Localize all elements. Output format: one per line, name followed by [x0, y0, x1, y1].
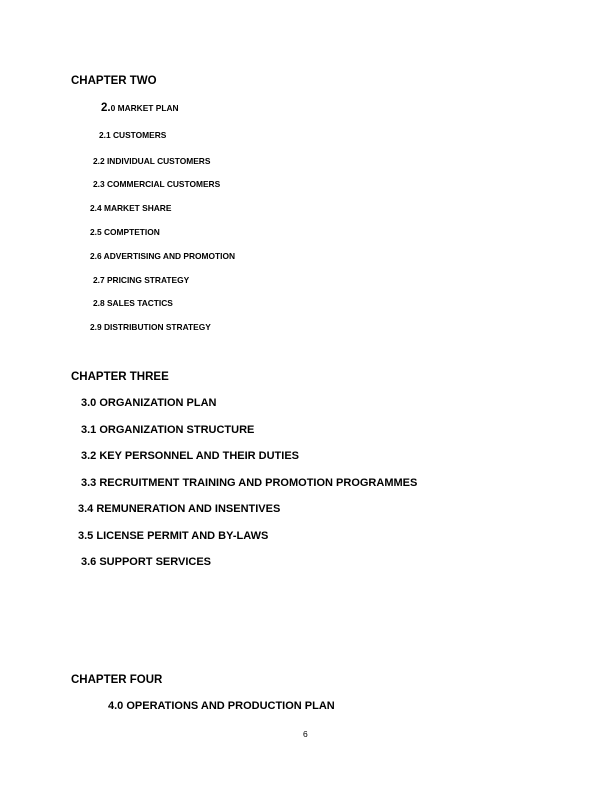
chapter-three-heading: CHAPTER THREE [71, 371, 169, 383]
toc-entry-2-3: 2.3 COMMERCIAL CUSTOMERS [93, 179, 221, 189]
toc-entry-3-6: 3.6 SUPPORT SERVICES [81, 556, 212, 568]
toc-entry-3-0: 3.0 ORGANIZATION PLAN [81, 397, 217, 409]
toc-entry-3-5: 3.5 LICENSE PERMIT AND BY-LAWS [78, 530, 269, 542]
chapter-two-heading: CHAPTER TWO [71, 75, 157, 87]
toc-entry-2-7: 2.7 PRICING STRATEGY [93, 275, 190, 285]
toc-entry-number: 2. [101, 102, 111, 114]
toc-entry-3-2: 3.2 KEY PERSONNEL AND THEIR DUTIES [81, 450, 300, 462]
toc-entry-2-2: 2.2 INDIVIDUAL CUSTOMERS [93, 156, 211, 166]
toc-entry-3-3: 3.3 RECRUITMENT TRAINING AND PROMOTION PROGRAMMES [81, 477, 418, 489]
toc-entry-2-4: 2.4 MARKET SHARE [90, 203, 172, 213]
toc-entry-2-5: 2.5 COMPTETION [90, 227, 160, 237]
chapter-four-heading: CHAPTER FOUR [71, 674, 163, 686]
toc-entry-3-1: 3.1 ORGANIZATION STRUCTURE [81, 424, 255, 436]
toc-entry-2-1: 2.1 CUSTOMERS [99, 130, 167, 140]
toc-entry-number-decimal: 0 [110, 103, 116, 113]
toc-entry-2-8: 2.8 SALES TACTICS [93, 298, 173, 308]
toc-entry-2-9: 2.9 DISTRIBUTION STRATEGY [90, 322, 211, 332]
toc-entry-3-4: 3.4 REMUNERATION AND INSENTIVES [78, 503, 281, 515]
toc-entry-2-0 [101, 102, 179, 114]
toc-entry-2-6: 2.6 ADVERTISING AND PROMOTION [90, 251, 236, 261]
page-number: 6 [303, 729, 308, 739]
toc-entry-4-0: 4.0 OPERATIONS AND PRODUCTION PLAN [108, 700, 335, 712]
toc-entry-label: MARKET PLAN [115, 103, 179, 113]
